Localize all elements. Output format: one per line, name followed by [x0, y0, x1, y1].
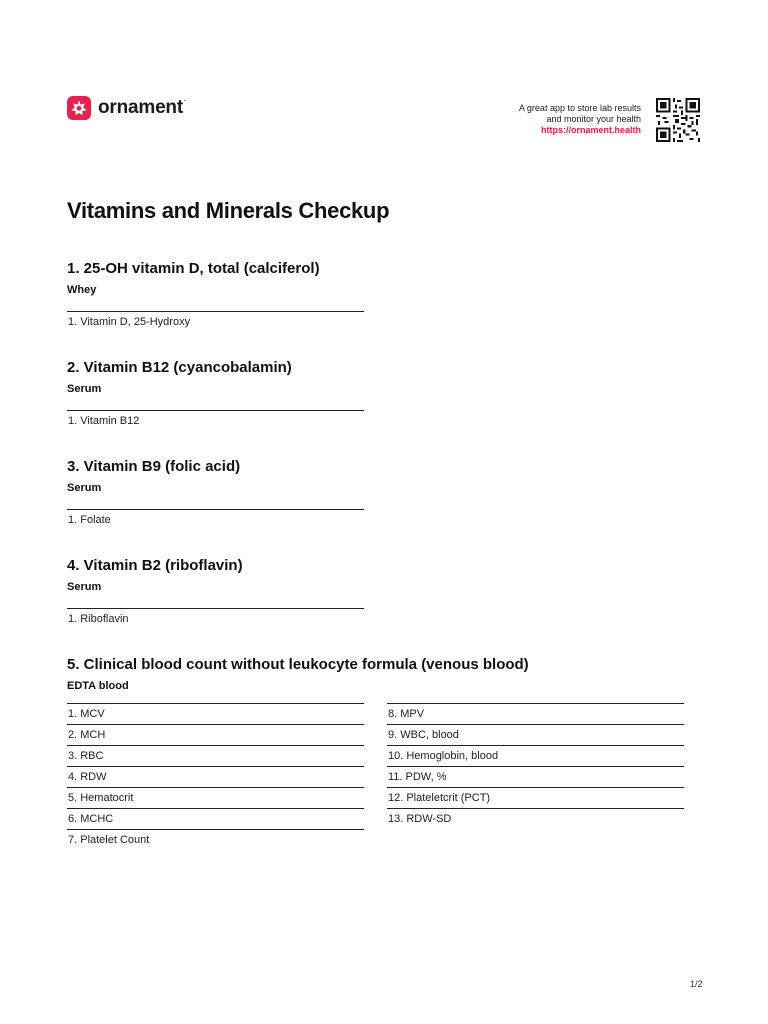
list-item: 2. MCH — [67, 725, 364, 746]
list-item: 1. MCV — [67, 704, 364, 725]
test-section-vitamin-b12 — [67, 359, 364, 431]
sample-type: Serum — [67, 581, 102, 593]
promo-line-2: and monitor your health — [546, 114, 641, 124]
left-column — [67, 693, 364, 850]
test-section-vitamin-b9 — [67, 458, 364, 530]
promo-line-1: A great app to store lab results — [518, 103, 641, 113]
list-item: 7. Platelet Count — [68, 834, 150, 846]
test-section-vitamin-d — [67, 260, 364, 332]
section-title: 3. Vitamin B9 (folic acid) — [67, 458, 241, 475]
sample-type: Whey — [67, 284, 97, 296]
test-section-blood-count — [67, 656, 684, 850]
list-item: 6. MCHC — [67, 809, 364, 830]
list-item: 5. Hematocrit — [67, 788, 364, 809]
list-item: 1. Vitamin B12 — [68, 415, 140, 427]
list-item: 8. MPV — [387, 704, 684, 725]
qr-code-icon[interactable] — [656, 98, 700, 142]
sample-type: Serum — [67, 482, 102, 494]
page-number: 1/2 — [690, 979, 703, 989]
list-item: 1. Riboflavin — [68, 613, 129, 625]
section-title: 2. Vitamin B12 (cyancobalamin) — [67, 359, 292, 376]
section-title: 4. Vitamin B2 (riboflavin) — [67, 557, 243, 574]
app-promo — [519, 103, 641, 136]
right-column — [387, 693, 684, 850]
ornament-logo-icon — [67, 96, 91, 120]
brand-name: ornament. — [98, 97, 186, 118]
list-item: 9. WBC, blood — [387, 725, 684, 746]
section-title: 1. 25-OH vitamin D, total (calciferol) — [67, 260, 320, 277]
promo-url-link[interactable]: https://ornament.health — [540, 125, 641, 135]
test-section-vitamin-b2 — [67, 557, 364, 629]
list-item: 13. RDW-SD — [388, 813, 452, 825]
list-item: 12. Plateletcrit (PCT) — [387, 788, 684, 809]
sample-type: EDTA blood — [67, 680, 129, 692]
list-item: 1. Folate — [68, 514, 111, 526]
brand-logo — [67, 96, 185, 120]
document-title: Vitamins and Minerals Checkup — [67, 198, 390, 223]
list-item: 4. RDW — [67, 767, 364, 788]
list-item: 11. PDW, % — [387, 767, 684, 788]
list-item: 3. RBC — [67, 746, 364, 767]
section-title: 5. Clinical blood count without leukocyte formula (venous blood) — [67, 656, 529, 673]
sample-type: Serum — [67, 383, 102, 395]
list-item: 1. Vitamin D, 25-Hydroxy — [68, 316, 191, 328]
list-item: 10. Hemoglobin, blood — [387, 746, 684, 767]
